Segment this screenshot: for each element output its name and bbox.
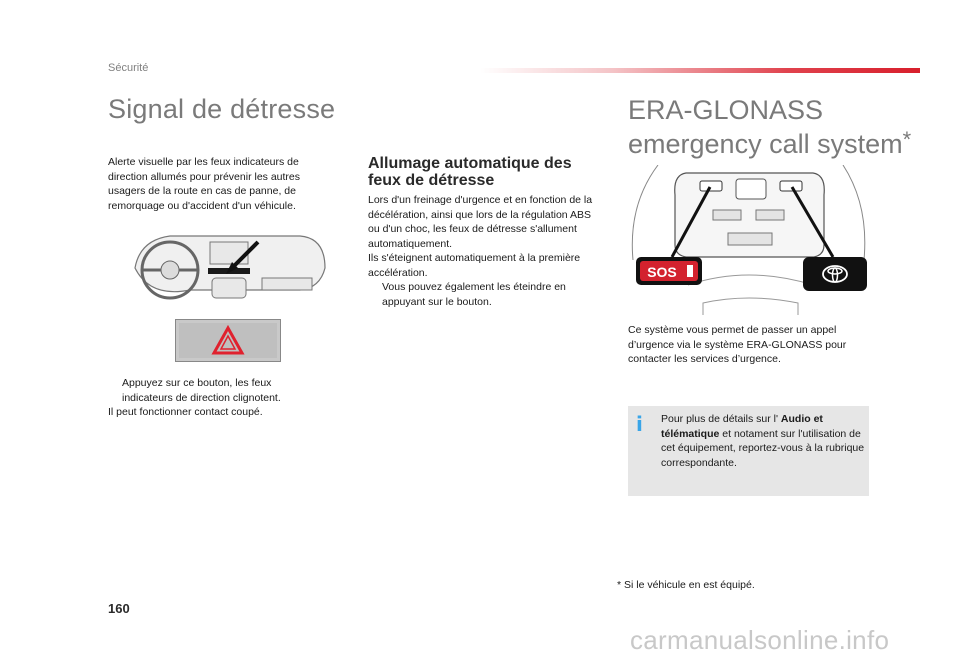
section-label: Sécurité: [108, 62, 149, 74]
info-icon: i: [636, 412, 643, 436]
sos-label: SOS: [647, 264, 677, 280]
hazard-bullet: [108, 376, 323, 405]
title-era-line2: emergency call system*: [628, 127, 912, 159]
title-era-glonass: [628, 96, 911, 159]
info-bold-link: Audio et télématique: [661, 413, 823, 440]
header-accent-bar: [480, 68, 920, 73]
bullet-arrow-icon: [108, 376, 122, 405]
footnote: * Si le véhicule en est équipé.: [617, 579, 755, 591]
title-hazard: Signal de détresse: [108, 94, 336, 124]
title-era-line1: ERA-GLONASS: [628, 95, 824, 125]
watermark: carmanualsonline.info: [630, 625, 890, 655]
auto-hazard-bullet: [368, 280, 603, 309]
auto-hazard-bullet-text: Vous pouvez également les éteindre en appuyant sur le bouton.: [382, 281, 566, 308]
heading-auto-hazard: Allumage automatique des feux de détresse: [368, 155, 572, 189]
era-description: Ce système vous permet de passer un appel d’urgence via le système ERA-GLONASS pour contacter les services d’urgence.: [628, 324, 847, 365]
hazard-instructions: [108, 376, 323, 420]
auto-hazard-text: [368, 193, 603, 309]
hazard-bullet-text: Appuyez sur ce bouton, les feux indicateurs de direction clignotent.: [122, 377, 281, 404]
hazard-intro: Alerte visuelle par les feux indicateurs de direction allumés pour prévenir les autres usagers de la route en cas de panne, de remorquage ou d'accident d'un véhicule.: [108, 156, 301, 212]
overhead-console-illustration: [628, 165, 869, 315]
dashboard-illustration: [130, 228, 330, 308]
title-era-star: *: [902, 127, 912, 152]
hazard-button-image: [175, 319, 281, 362]
page-number: 160: [108, 601, 130, 616]
auto-hazard-para2: Ils s'éteignent automatiquement à la première accélération.: [368, 252, 581, 279]
hazard-note: Il peut fonctionner contact coupé.: [108, 406, 263, 418]
bullet-arrow-icon: [368, 280, 382, 309]
info-text: Pour plus de détails sur l' Audio et télématique et notament sur l'utilisation de cet équipement, reportez-vous à la rubrique correspondante.: [661, 413, 865, 469]
auto-hazard-para1: Lors d'un freinage d'urgence et en fonction de la décélération, ainsi que lors de la régulation ABS ou d'un choc, les feux de détresse s'allument automatiquement.: [368, 194, 593, 250]
